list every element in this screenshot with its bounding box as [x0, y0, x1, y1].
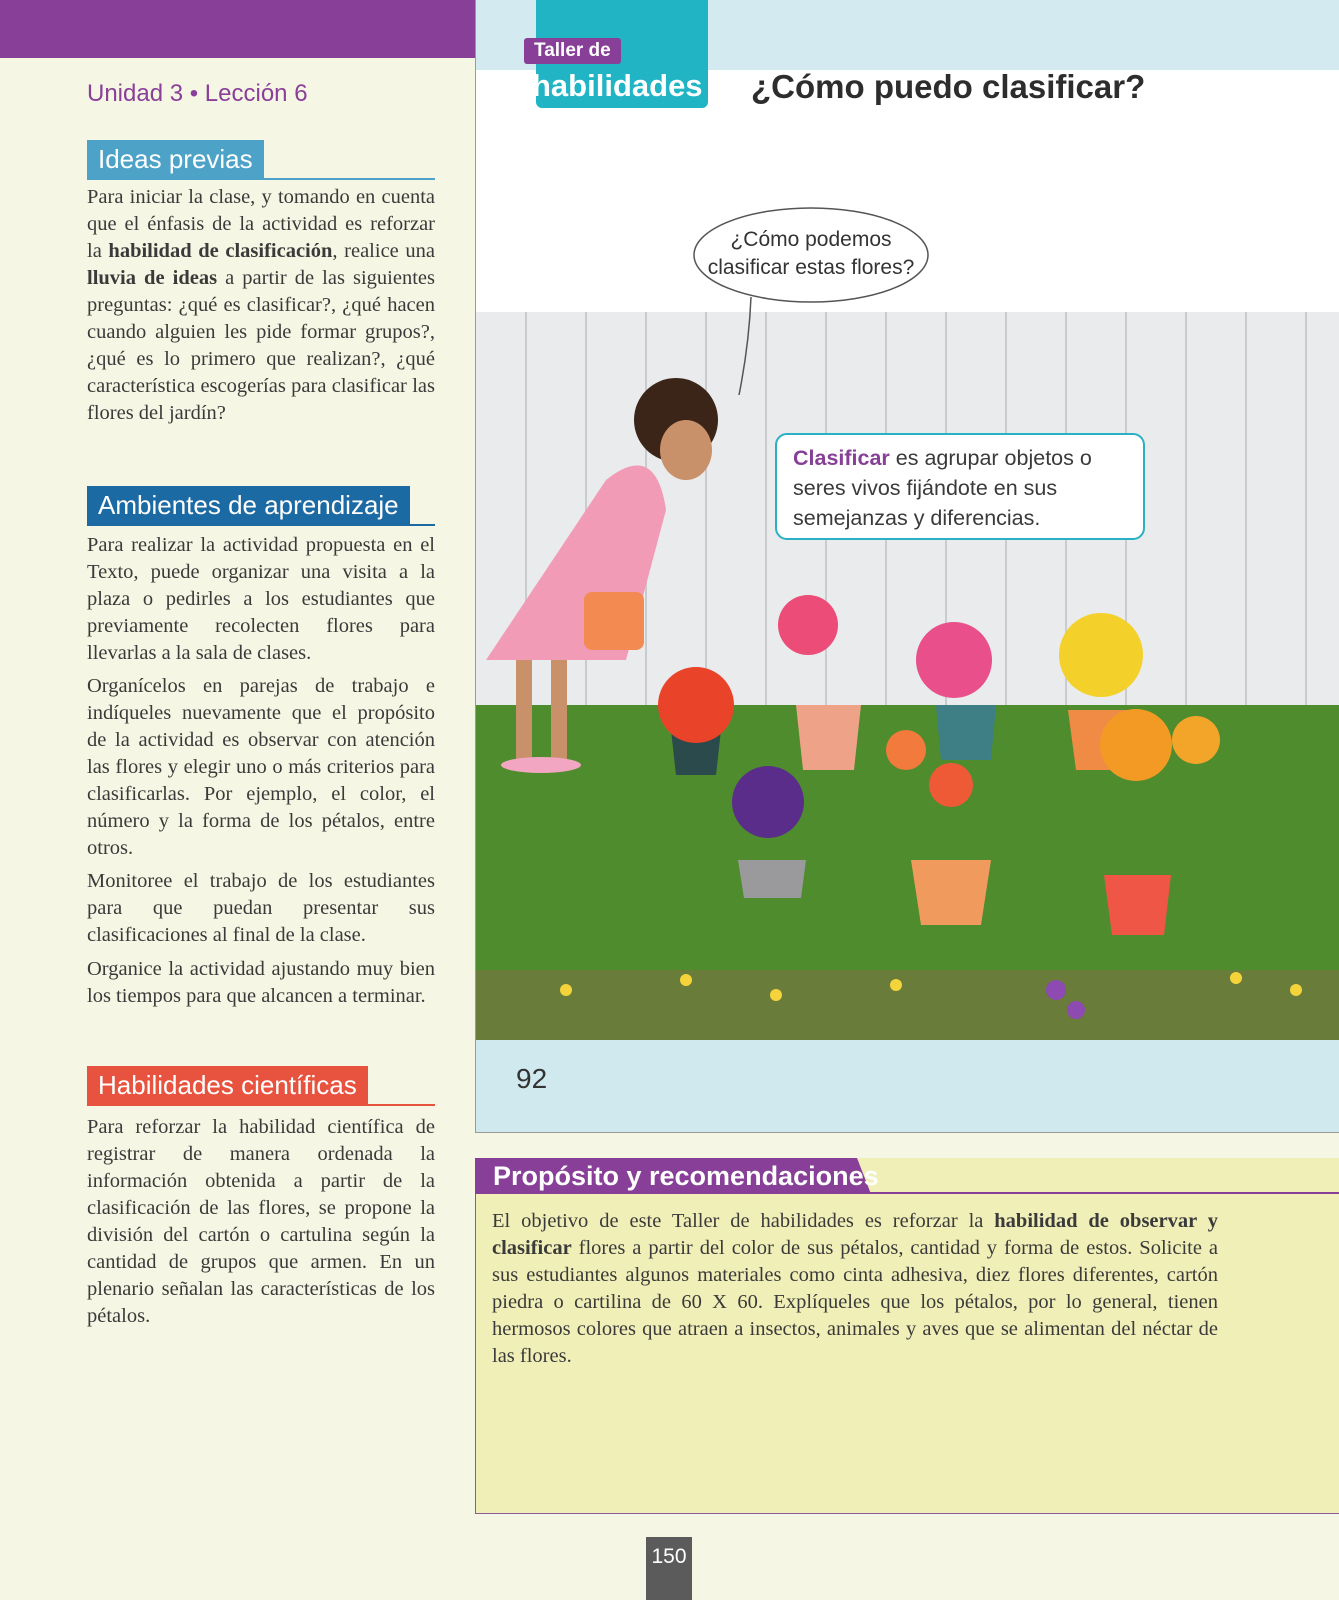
habilidades-title: Habilidades científicas: [87, 1066, 368, 1104]
purpose-text: El objetivo de este Taller de habilidades es reforzar la habilidad de observar y clasificar flores a partir del color de sus pétalos, cantidad y forma de estos. Solicite a sus estudiantes algunos materiales como cinta adhesiva, diez flores diferentes, cartón piedra o cartilina de 60 X 60. Explíqueles que los pétalos, por lo general, tienen hermosos colores que atraen a insectos, animales y aves que se alimentan del néctar de las flores.: [492, 1210, 1219, 1367]
flower-bed: [476, 970, 1339, 1050]
ideas-previas-title: Ideas previas: [87, 140, 264, 178]
emphasis-observar: habilidad de observar y clasificar: [492, 1210, 1219, 1259]
book-page-number: 92: [516, 1063, 548, 1094]
badge-main-label: habilidades: [532, 68, 703, 103]
ideas-previas-text: Para iniciar la clase, y tomando en cuenta que el énfasis de la actividad es reforzar la habilidad de clasificación, realice una lluvia de ideas a partir de las siguientes preguntas: ¿qué es clasificar?, ¿qué hacen cuando alguien les pide formar grupos?, ¿qué es lo primero que realizan?, ¿qué característica escogerías para clasificar las flores del jardín?: [87, 186, 435, 424]
ambientes-paragraph-2: Organícelos en parejas de trabajo e indíqueles nuevamente que el propósito de la actividad es observar con atención las flores y elegir uno o más criterios para clasificarlas. Por ejemplo, el color, el número y la forma de los pétalos, entre otros.: [87, 675, 435, 859]
habilidades-heading: [87, 1066, 435, 1106]
ambientes-paragraph-4: Organice la actividad ajustando muy bien los tiempos para que alcancen a terminar.: [87, 958, 435, 1007]
textbook-page-image: [475, 0, 1339, 1133]
unit-lesson-title: Unidad 3 • Lección 6: [87, 80, 308, 107]
ambientes-paragraph-3: Monitoree el trabajo de los estudiantes para que puedan presentar sus clasificaciones al final de la clase.: [87, 870, 435, 946]
ambientes-paragraph-1: Para realizar la actividad propuesta en el Texto, puede organizar una visita a la plaza o pedirles a los estudiantes que previamente recolecten flores para llevarlas a la sala de clases.: [87, 534, 435, 664]
speech-bubble-text: ¿Cómo podemos clasificar estas flores?: [707, 228, 915, 279]
emphasis-clasificacion: habilidad de clasificación: [108, 240, 333, 262]
ambientes-heading: [87, 486, 435, 526]
page-number: 150: [651, 1545, 687, 1568]
habilidades-text: Para reforzar la habilidad científica de registrar de manera ordenada la información obtenida a partir de la clasificación de las flores, se propone la división del cartón o cartulina según la cantidad de grupos que armen. En un plenario señalan las características de los pétalos.: [87, 1116, 435, 1327]
purpose-title: Propósito y recomendaciones: [493, 1161, 879, 1191]
definition-box: Clasificar es agrupar objetos o seres vivos fijándote en sus semejanzas y diferencias.: [775, 433, 1145, 540]
book-bottom-band: [476, 1040, 1339, 1132]
ambientes-title: Ambientes de aprendizaje: [87, 486, 410, 524]
definition-term: Clasificar: [793, 446, 890, 470]
badge-top-label: Taller de: [524, 38, 621, 64]
header-bar: [0, 0, 475, 58]
book-page-title: ¿Cómo puedo clasificar?: [751, 68, 1146, 105]
ideas-previas-heading: [87, 140, 435, 180]
flower-pots: [658, 595, 1220, 935]
emphasis-lluvia: lluvia de ideas: [87, 267, 218, 289]
